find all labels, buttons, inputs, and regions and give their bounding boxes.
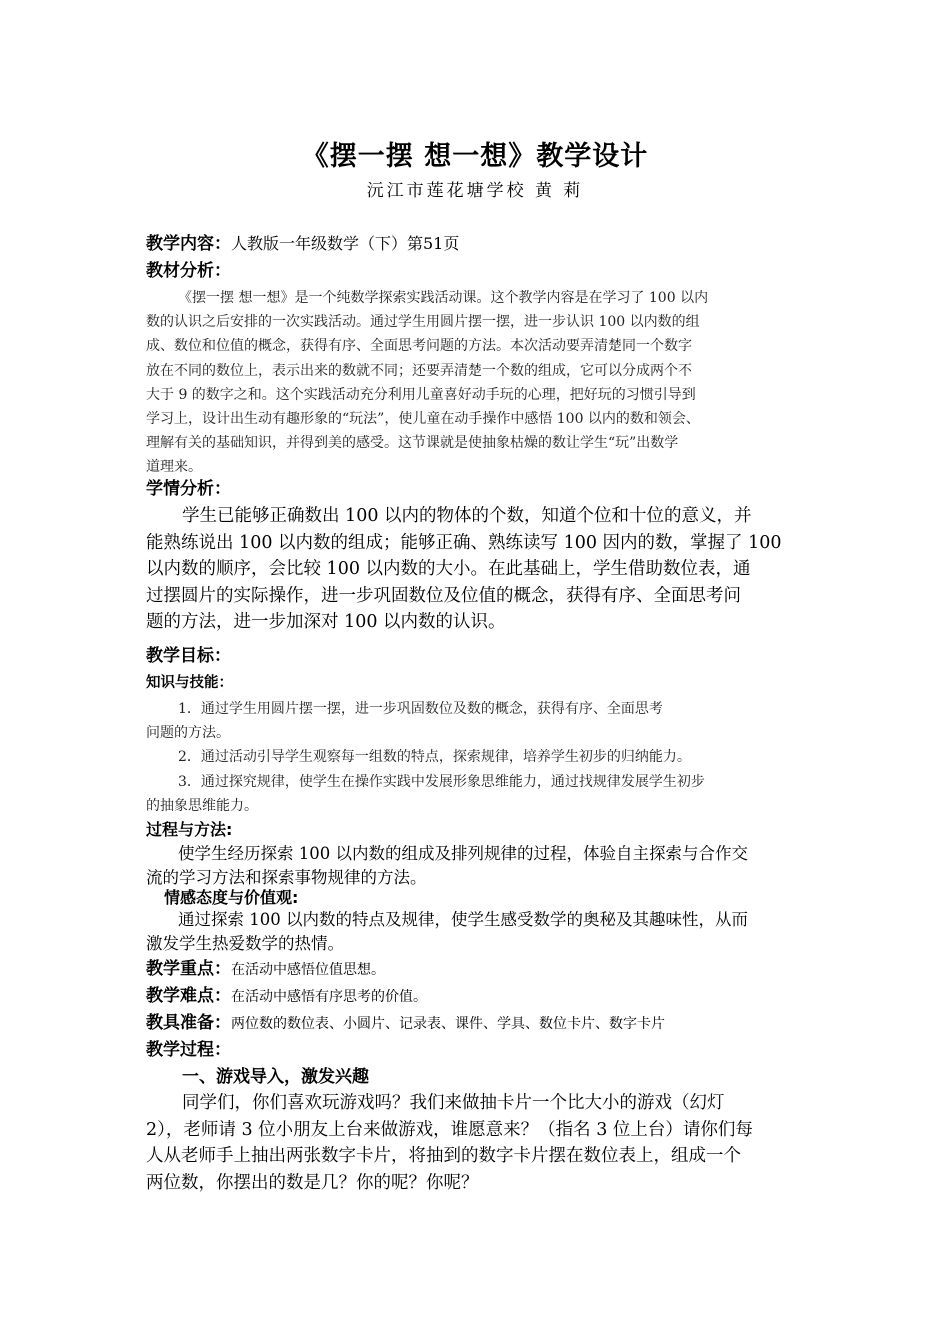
objective-line: 3．通过探究规律，使学生在操作实践中发展形象思维能力，通过找规律发展学生初步 — [178, 773, 705, 790]
difficulty-text: 在活动中感悟有序思考的价值。 — [231, 989, 427, 1005]
paragraph-line: 2），老师请 3 位小朋友上台来做游戏，谁愿意来？（指名 3 位上台）请你们每 — [146, 1119, 753, 1140]
paragraph-line: 激发学生热爱数学的热情。 — [146, 934, 344, 953]
knowledge-skills-label: 知识与技能： — [146, 675, 233, 691]
material-analysis-paragraph — [146, 286, 816, 480]
paragraph-line: 理解有关的基础知识，并得到美的感受。这节课就是使抽象枯燥的数让学生“玩”出数学 — [146, 435, 679, 452]
emotion-values-label: 情感态度与价值观: — [164, 888, 299, 907]
difficulty-row — [146, 985, 427, 1008]
student-analysis-paragraph — [146, 503, 816, 636]
process-label: 教学过程： — [146, 1040, 231, 1060]
tools-text: 两位数的数位表、小圆片、记录表、课件、学具、数位卡片、数字卡片 — [231, 1016, 665, 1032]
document-title: 《摆一摆 想一想》教学设计 — [301, 141, 649, 172]
author-line: 沅江市莲花塘学校 黄 莉 — [366, 181, 584, 201]
paragraph-line: 能熟练说出 100 以内数的组成；能够正确、熟练读写 100 因内的数，掌握了 100 — [146, 532, 782, 553]
difficulty-label: 教学难点： — [146, 986, 231, 1006]
student-analysis-label: 学情分析： — [146, 479, 231, 499]
paragraph-line: 数的认识之后安排的一次实践活动。通过学生用圆片摆一摆，进一步认识 100 以内数的组 — [146, 314, 700, 331]
content-label: 教学内容： — [146, 234, 231, 254]
key-point-row — [146, 958, 385, 981]
paragraph-line: 流的学习方法和探索事物规律的方法。 — [146, 868, 427, 887]
knowledge-skills-paragraph — [146, 697, 816, 818]
material-analysis-label: 教材分析： — [146, 261, 231, 281]
paragraph-line: 人从老师手上抽出两张数字卡片，将抽到的数字卡片摆在数位表上，组成一个 — [146, 1146, 741, 1166]
paragraph-line: 使学生经历探索 100 以内数的组成及排列规律的过程，体验自主探索与合作交 — [178, 844, 748, 863]
objective-line: 1．通过学生用圆片摆一摆，进一步巩固数位及数的概念，获得有序、全面思考 — [178, 701, 663, 717]
objective-line: 的抽象思维能力。 — [146, 797, 258, 814]
key-point-text: 在活动中感悟位值思想。 — [231, 962, 385, 978]
process-method-paragraph — [146, 842, 816, 890]
paragraph-line: 通过探索 100 以内数的特点及规律，使学生感受数学的奥秘及其趣味性，从而 — [178, 910, 748, 929]
key-point-label: 教学重点： — [146, 959, 231, 979]
paragraph-line: 两位数，你摆出的数是几？你的呢？你呢？ — [146, 1172, 479, 1193]
paragraph-line: 学生已能够正确数出 100 以内的物体的个数，知道个位和十位的意义，并 — [182, 506, 752, 526]
objectives-label: 教学目标： — [146, 646, 231, 666]
tools-row — [146, 1012, 665, 1035]
content-text: 人教版一年级数学（下）第51页 — [231, 234, 460, 253]
emotion-values-paragraph — [146, 908, 816, 956]
paragraph-line: 学习上，设计出生动有趣形象的“玩法”，使儿童在动手操作中感悟 100 以内的数和领会、 — [146, 411, 700, 428]
section-one-heading: 一、游戏导入，激发兴趣 — [182, 1067, 369, 1087]
objective-line: 问题的方法。 — [146, 725, 230, 742]
objective-line: 2．通过活动引导学生观察每一组数的特点，探索规律，培养学生初步的归纳能力。 — [178, 749, 691, 766]
paragraph-line: 放在不同的数位上，表示出来的数就不同；还要弄清楚一个数的组成，它可以分成两个不 — [146, 362, 692, 379]
paragraph-line: 过摆圆片的实际操作，进一步巩固数位及位值的概念，获得有序、全面思考问 — [146, 585, 741, 606]
paragraph-line: 题的方法，进一步加深对 100 以内数的认识。 — [146, 612, 506, 632]
paragraph-line: 《摆一摆 想一想》是一个纯数学探索实践活动课。这个教学内容是在学习了 100 以内 — [178, 290, 709, 306]
content-row — [146, 233, 459, 255]
process-method-label: 过程与方法: — [146, 820, 233, 839]
paragraph-line: 大于 9 的数字之和。这个实践活动充分利用儿童喜好动手玩的心理，把好玩的习惯引导到 — [146, 386, 696, 403]
paragraph-line: 成、数位和位值的概念，获得有序、全面思考问题的方法。本次活动要弄清楚同一个数字 — [146, 338, 692, 355]
paragraph-line: 道理来。 — [146, 459, 202, 476]
process-paragraph — [146, 1090, 816, 1196]
paragraph-line: 同学们，你们喜欢玩游戏吗？我们来做抽卡片一个比大小的游戏（幻灯 — [182, 1093, 725, 1113]
paragraph-line: 以内数的顺序，会比较 100 以内数的大小。在此基础上，学生借助数位表，通 — [146, 559, 751, 579]
tools-label: 教具准备： — [146, 1013, 231, 1033]
